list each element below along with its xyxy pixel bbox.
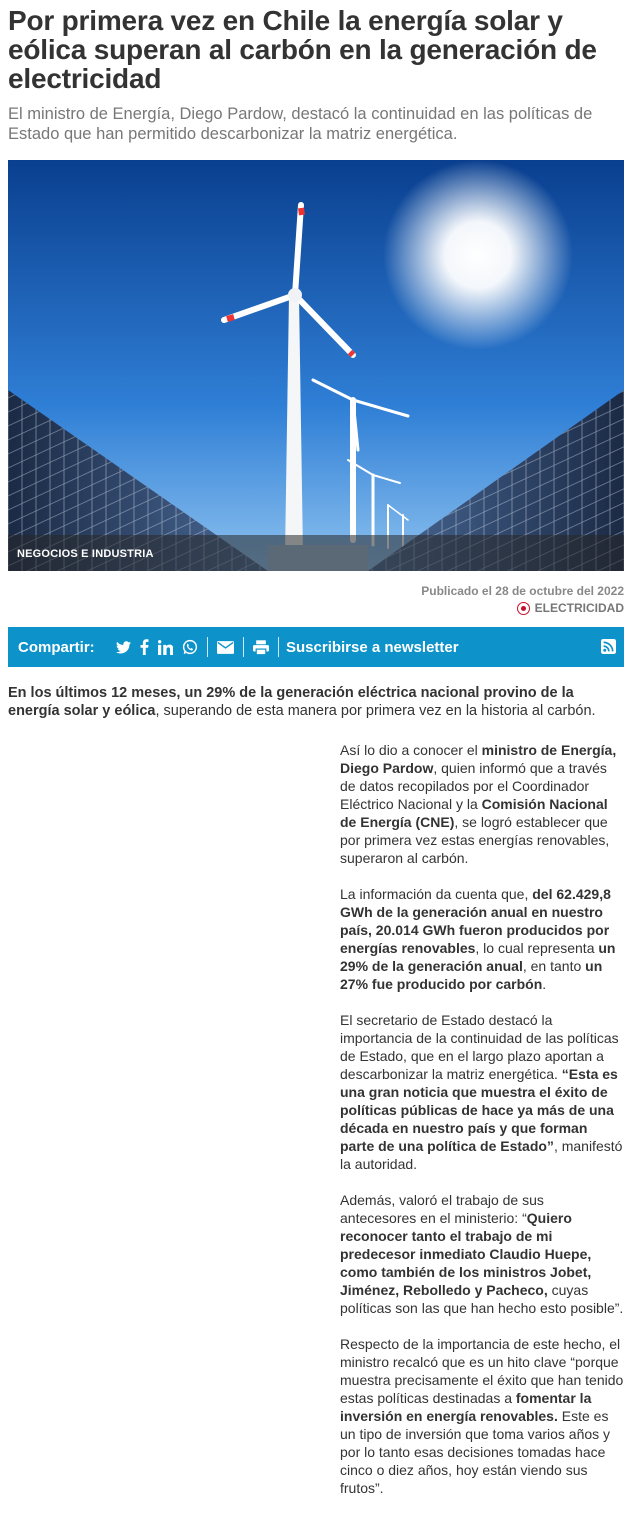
publish-date: Publicado el 28 de octubre del 2022	[421, 584, 624, 598]
article-body	[340, 741, 624, 1515]
lead-bold: En los últimos 12 meses, un 29% de la generación eléctrica nacional provino de la energía solar y eólica	[8, 685, 574, 719]
category-link[interactable]	[517, 601, 624, 615]
article-lead	[8, 684, 620, 720]
share-label: Compartir:	[18, 639, 95, 656]
paragraph: Respecto de la importancia de este hecho, el ministro recalcó que es un hito clave “porque muestra precisamente el éxito que han tenido estas políticas destinadas a fomentar la inversión en energía renovables. Este es un tipo de inversión que toma varios años y por lo tanto esas decisiones tomadas hace cinco o diez años, hoy están viendo sus frutos”.	[340, 1336, 624, 1496]
article-subtitle: El ministro de Energía, Diego Pardow, destacó la continuidad en las políticas de Estado que han permitido descarbonizar la matriz energética.	[8, 105, 593, 143]
category-label: ELECTRICIDAD	[534, 601, 624, 615]
facebook-icon[interactable]	[140, 639, 149, 655]
paragraph: La información da cuenta que, del 62.429,8 GWh de la generación anual en nuestro país, 20.014 GWh fueron producidos por energías renovables, lo cual representa un 29% de la generación anual, en tanto un 27% fue producido por carbón.	[340, 886, 616, 992]
whatsapp-icon[interactable]	[182, 639, 198, 655]
print-icon[interactable]	[253, 640, 269, 655]
category-dot-icon	[517, 602, 530, 615]
rss-icon[interactable]	[601, 639, 616, 659]
image-category-label: NEGOCIOS E INDUSTRIA	[17, 548, 154, 560]
share-divider	[207, 637, 208, 657]
share-divider	[243, 637, 244, 657]
mail-icon[interactable]	[217, 641, 234, 654]
article-title: Por primera vez en Chile la energía solar y eólica superan al carbón en la generación de electricidad	[8, 5, 597, 94]
linkedin-icon[interactable]	[158, 640, 173, 655]
newsletter-link[interactable]: Suscribirse a newsletter	[286, 639, 459, 656]
paragraph: El secretario de Estado destacó la importancia de la continuidad de las políticas de Estado, que en el largo plazo aportan a descarbonizar la matriz energética. “Esta es una gran noticia que muestra el éxito de políticas públicas de hace ya más de una década en nuestro país y que forman parte de una política de Estado”, manifestó la autoridad.	[340, 1012, 623, 1172]
share-icons	[116, 636, 279, 658]
share-divider	[278, 637, 279, 657]
paragraph: Así lo dio a conocer el ministro de Energía, Diego Pardow, quien informó que a través de datos recopilados por el Coordinador Eléctrico Nacional y la Comisión Nacional de Energía (CNE), se logró establecer que por primera vez estas energías renovables, superaron al carbón.	[340, 742, 617, 866]
twitter-icon[interactable]	[116, 641, 131, 654]
paragraph: Además, valoró el trabajo de sus antecesores en el ministerio: “Quiero reconocer tanto el trabajo de mi predecesor inmediato Claudio Huepe, como también de los ministros Jobet, Jiménez, Rebolledo y Pacheco, cuyas políticas son las que han hecho esto posible”.	[340, 1192, 624, 1316]
image-category-tag	[8, 535, 624, 571]
hero-illustration	[8, 160, 624, 571]
lead-rest: , superando de esta manera por primera vez en la historia al carbón.	[155, 703, 596, 719]
hero-image	[8, 160, 624, 571]
share-bar	[8, 627, 624, 667]
